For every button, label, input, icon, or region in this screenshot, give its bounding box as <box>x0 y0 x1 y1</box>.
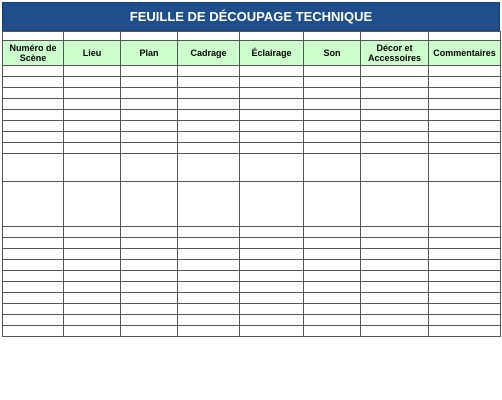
table-cell[interactable] <box>64 110 121 121</box>
table-cell[interactable] <box>429 143 501 154</box>
table-cell[interactable] <box>64 88 121 99</box>
table-cell[interactable] <box>240 315 304 326</box>
table-cell[interactable] <box>361 110 429 121</box>
table-cell[interactable] <box>121 326 178 337</box>
column-header-row <box>3 41 501 66</box>
table-cell[interactable] <box>304 326 361 337</box>
table-cell[interactable] <box>361 260 429 271</box>
table-cell[interactable] <box>304 121 361 132</box>
table-cell[interactable] <box>240 154 304 182</box>
table-cell[interactable] <box>178 154 240 182</box>
table-cell[interactable] <box>304 110 361 121</box>
table-row <box>3 110 501 121</box>
table-cell[interactable] <box>121 227 178 238</box>
table-cell[interactable] <box>240 182 304 227</box>
table-cell[interactable] <box>3 238 64 249</box>
table-row <box>3 304 501 315</box>
table-cell[interactable] <box>64 143 121 154</box>
table-cell[interactable] <box>429 293 501 304</box>
table-cell[interactable] <box>361 271 429 282</box>
spacer-cell <box>178 32 240 41</box>
table-cell[interactable] <box>64 227 121 238</box>
column-header: Éclairage <box>240 41 304 66</box>
table-cell[interactable] <box>64 315 121 326</box>
table-cell[interactable] <box>178 132 240 143</box>
column-header: Décor et Accessoires <box>361 41 429 66</box>
table-cell[interactable] <box>178 182 240 227</box>
table-cell[interactable] <box>361 77 429 88</box>
breakdown-table <box>2 31 501 337</box>
table-cell[interactable] <box>429 66 501 77</box>
table-cell[interactable] <box>240 304 304 315</box>
table-cell[interactable] <box>64 77 121 88</box>
table-cell[interactable] <box>178 315 240 326</box>
table-cell[interactable] <box>429 121 501 132</box>
table-cell[interactable] <box>64 99 121 110</box>
table-row <box>3 227 501 238</box>
spacer-cell <box>240 32 304 41</box>
table-row <box>3 66 501 77</box>
column-header: Lieu <box>64 41 121 66</box>
spacer-cell <box>64 32 121 41</box>
table-cell[interactable] <box>304 315 361 326</box>
table-cell[interactable] <box>361 227 429 238</box>
table-cell[interactable] <box>240 249 304 260</box>
table-cell[interactable] <box>304 227 361 238</box>
table-cell[interactable] <box>121 121 178 132</box>
spacer-cell <box>121 32 178 41</box>
table-row <box>3 260 501 271</box>
table-cell[interactable] <box>121 315 178 326</box>
table-cell[interactable] <box>3 271 64 282</box>
column-header: Numéro de Scène <box>3 41 64 66</box>
table-cell[interactable] <box>429 154 501 182</box>
table-cell[interactable] <box>121 238 178 249</box>
table-cell[interactable] <box>121 132 178 143</box>
table-cell[interactable] <box>3 249 64 260</box>
sheet-title: FEUILLE DE DÉCOUPAGE TECHNIQUE <box>2 2 500 31</box>
table-cell[interactable] <box>3 304 64 315</box>
table-row <box>3 132 501 143</box>
table-cell[interactable] <box>64 260 121 271</box>
table-cell[interactable] <box>240 77 304 88</box>
table-cell[interactable] <box>240 66 304 77</box>
table-cell[interactable] <box>64 326 121 337</box>
table-cell[interactable] <box>3 260 64 271</box>
table-cell[interactable] <box>361 238 429 249</box>
table-cell[interactable] <box>304 154 361 182</box>
table-row <box>3 271 501 282</box>
table-cell[interactable] <box>3 66 64 77</box>
table-cell[interactable] <box>121 143 178 154</box>
table-cell[interactable] <box>240 271 304 282</box>
table-cell[interactable] <box>361 182 429 227</box>
table-cell[interactable] <box>64 154 121 182</box>
column-header: Plan <box>121 41 178 66</box>
table-row <box>3 282 501 293</box>
table-cell[interactable] <box>178 282 240 293</box>
table-cell[interactable] <box>240 132 304 143</box>
table-cell[interactable] <box>304 260 361 271</box>
table-cell[interactable] <box>3 88 64 99</box>
table-cell[interactable] <box>121 293 178 304</box>
table-cell[interactable] <box>361 249 429 260</box>
table-cell[interactable] <box>429 326 501 337</box>
table-row <box>3 88 501 99</box>
table-cell[interactable] <box>64 304 121 315</box>
table-row <box>3 77 501 88</box>
table-cell[interactable] <box>64 66 121 77</box>
table-row <box>3 326 501 337</box>
table-row <box>3 238 501 249</box>
table-cell[interactable] <box>178 304 240 315</box>
table-cell[interactable] <box>361 326 429 337</box>
table-cell[interactable] <box>3 282 64 293</box>
table-cell[interactable] <box>429 260 501 271</box>
table-cell[interactable] <box>178 227 240 238</box>
table-cell[interactable] <box>178 260 240 271</box>
spacer-cell <box>429 32 501 41</box>
table-cell[interactable] <box>121 260 178 271</box>
table-cell[interactable] <box>64 271 121 282</box>
table-cell[interactable] <box>3 326 64 337</box>
table-cell[interactable] <box>3 154 64 182</box>
table-cell[interactable] <box>121 110 178 121</box>
table-cell[interactable] <box>304 132 361 143</box>
table-cell[interactable] <box>429 249 501 260</box>
table-cell[interactable] <box>304 271 361 282</box>
table-cell[interactable] <box>304 66 361 77</box>
table-cell[interactable] <box>64 182 121 227</box>
table-cell[interactable] <box>178 88 240 99</box>
table-cell[interactable] <box>429 304 501 315</box>
column-header: Commentaires <box>429 41 501 66</box>
table-cell[interactable] <box>3 77 64 88</box>
table-cell[interactable] <box>3 121 64 132</box>
table-cell[interactable] <box>304 99 361 110</box>
table-cell[interactable] <box>178 77 240 88</box>
table-row <box>3 121 501 132</box>
table-cell[interactable] <box>121 304 178 315</box>
table-cell[interactable] <box>121 88 178 99</box>
table-cell[interactable] <box>429 227 501 238</box>
table-cell[interactable] <box>178 293 240 304</box>
table-cell[interactable] <box>240 121 304 132</box>
column-header: Cadrage <box>178 41 240 66</box>
table-cell[interactable] <box>178 99 240 110</box>
table-cell[interactable] <box>121 66 178 77</box>
table-cell[interactable] <box>304 282 361 293</box>
table-cell[interactable] <box>304 293 361 304</box>
table-cell[interactable] <box>361 154 429 182</box>
table-cell[interactable] <box>361 143 429 154</box>
table-cell[interactable] <box>178 249 240 260</box>
table-cell[interactable] <box>178 143 240 154</box>
table-row <box>3 99 501 110</box>
header-spacer-row <box>3 32 501 41</box>
table-cell[interactable] <box>240 227 304 238</box>
table-cell[interactable] <box>3 227 64 238</box>
table-cell[interactable] <box>361 315 429 326</box>
table-cell[interactable] <box>178 66 240 77</box>
spacer-cell <box>3 32 64 41</box>
table-cell[interactable] <box>178 326 240 337</box>
table-cell[interactable] <box>361 282 429 293</box>
table-cell[interactable] <box>3 99 64 110</box>
table-cell[interactable] <box>240 260 304 271</box>
table-row <box>3 293 501 304</box>
table-cell[interactable] <box>178 121 240 132</box>
table-cell[interactable] <box>3 293 64 304</box>
table-cell[interactable] <box>361 66 429 77</box>
table-cell[interactable] <box>121 154 178 182</box>
table-cell[interactable] <box>361 304 429 315</box>
table-cell[interactable] <box>64 238 121 249</box>
table-row <box>3 315 501 326</box>
table-row <box>3 143 501 154</box>
table-cell[interactable] <box>121 249 178 260</box>
table-cell[interactable] <box>429 182 501 227</box>
spacer-cell <box>361 32 429 41</box>
table-cell[interactable] <box>304 77 361 88</box>
table-cell[interactable] <box>178 110 240 121</box>
table-cell[interactable] <box>429 271 501 282</box>
table-cell[interactable] <box>429 315 501 326</box>
table-cell[interactable] <box>240 293 304 304</box>
table-cell[interactable] <box>429 282 501 293</box>
table-cell[interactable] <box>240 326 304 337</box>
table-cell[interactable] <box>429 132 501 143</box>
table-cell[interactable] <box>240 110 304 121</box>
table-cell[interactable] <box>3 315 64 326</box>
table-cell[interactable] <box>178 238 240 249</box>
table-cell[interactable] <box>3 182 64 227</box>
table-cell[interactable] <box>429 238 501 249</box>
table-cell[interactable] <box>361 293 429 304</box>
table-cell[interactable] <box>304 88 361 99</box>
table-cell[interactable] <box>304 182 361 227</box>
table-cell[interactable] <box>64 249 121 260</box>
table-cell[interactable] <box>304 238 361 249</box>
table-cell[interactable] <box>304 304 361 315</box>
table-cell[interactable] <box>304 249 361 260</box>
table-row <box>3 182 501 227</box>
table-cell[interactable] <box>64 293 121 304</box>
table-cell[interactable] <box>429 77 501 88</box>
table-row <box>3 249 501 260</box>
table-cell[interactable] <box>240 282 304 293</box>
table-cell[interactable] <box>121 271 178 282</box>
table-cell[interactable] <box>3 143 64 154</box>
table-cell[interactable] <box>121 282 178 293</box>
table-cell[interactable] <box>64 121 121 132</box>
table-cell[interactable] <box>361 88 429 99</box>
table-cell[interactable] <box>361 99 429 110</box>
table-cell[interactable] <box>361 121 429 132</box>
table-cell[interactable] <box>64 132 121 143</box>
table-cell[interactable] <box>240 88 304 99</box>
table-cell[interactable] <box>3 132 64 143</box>
table-cell[interactable] <box>121 99 178 110</box>
table-cell[interactable] <box>121 77 178 88</box>
table-cell[interactable] <box>429 110 501 121</box>
table-cell[interactable] <box>429 88 501 99</box>
table-cell[interactable] <box>429 99 501 110</box>
spacer-cell <box>304 32 361 41</box>
table-cell[interactable] <box>304 143 361 154</box>
table-cell[interactable] <box>240 143 304 154</box>
table-cell[interactable] <box>361 132 429 143</box>
table-cell[interactable] <box>240 238 304 249</box>
table-cell[interactable] <box>121 182 178 227</box>
table-row <box>3 154 501 182</box>
table-cell[interactable] <box>3 110 64 121</box>
column-header: Son <box>304 41 361 66</box>
table-cell[interactable] <box>240 99 304 110</box>
table-cell[interactable] <box>178 271 240 282</box>
table-cell[interactable] <box>64 282 121 293</box>
